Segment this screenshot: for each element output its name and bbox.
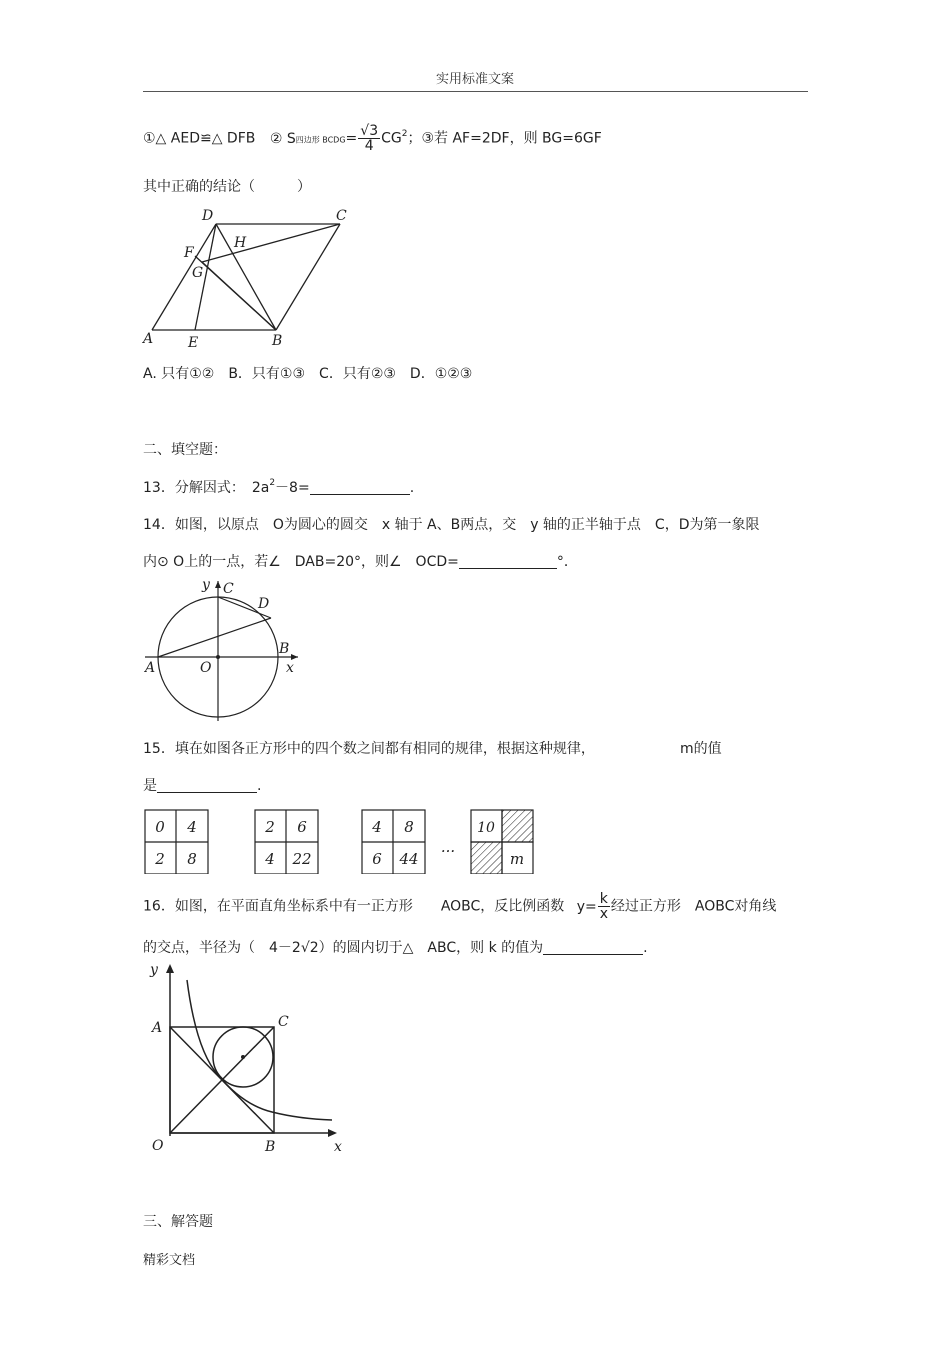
q14-label-d: D (258, 596, 270, 612)
q16-line-2 (143, 937, 648, 957)
q16-label-a: A (152, 1020, 163, 1036)
q16-figure (140, 960, 350, 1160)
q15-sq2-tl: 2 (265, 818, 275, 836)
q15-sq2-br: 22 (292, 850, 312, 868)
q16-answer-blank[interactable] (543, 940, 643, 955)
q12-conclusion-1: ①△ AED≌△ DFB (143, 130, 256, 147)
q16-line-2-post: ）的圆内切于△ ABC，则 k 的值为 (318, 940, 544, 956)
q12-label-c: C (336, 208, 347, 224)
q15-answer-blank[interactable] (157, 778, 257, 793)
q13-end: . (409, 480, 415, 496)
q15-line-2-post: . (257, 778, 262, 794)
q12-fraction-den: 4 (364, 138, 374, 154)
q16-line-2-sqrt: √2 (300, 940, 319, 956)
q16-circle-center (241, 1055, 245, 1059)
q14-line-1: 14．如图，以原点 O为圆心的圆交 x 轴于 A、B两点，交 y 轴的正半轴于点 C，D为第一象限 (143, 517, 760, 533)
q16-label-o: O (152, 1138, 164, 1154)
q15-sq3-tl: 4 (372, 818, 382, 836)
q16-line-1 (143, 892, 776, 921)
page-header: 实用标准文案 (435, 72, 514, 87)
q16-label-b: B (265, 1139, 276, 1155)
q14-label-x: x (286, 660, 294, 676)
q15-line-1: 15．填在如图各正方形中的四个数之间都有相同的规律，根据这种规律， (143, 741, 595, 757)
q15-line-2-pre: 是 (143, 778, 157, 794)
q12-conclusion-2-exp: 2 (401, 128, 408, 139)
q15-sq4-tl: 10 (477, 820, 495, 836)
q15-sq2-tr: 6 (297, 818, 307, 836)
q15-square-4-cell-bl-hatched (471, 842, 502, 874)
q13-text-post: －8= (275, 480, 310, 496)
q16-line-2-pre: 的交点，半径为（ 4－2 (143, 940, 301, 956)
q15-sq1-tr: 4 (187, 818, 197, 836)
q15-sq4-m: m (509, 850, 525, 868)
q14-origin-dot (216, 655, 220, 659)
q15-line-1-m: m的值 (680, 741, 722, 757)
q14-line-2-pre: 内⊙ O上的一点，若∠ DAB=20°，则∠ OCD= (143, 554, 459, 570)
q12-label-a: A (143, 331, 154, 347)
q16-hyperbola (187, 980, 332, 1120)
q12-label-b: B (272, 333, 283, 349)
q12-segment-gc (202, 224, 340, 262)
q15-sq3-br: 44 (399, 850, 419, 868)
q12-label-d: D (202, 208, 214, 224)
q14-label-b: B (279, 641, 290, 657)
header-rule (143, 91, 808, 92)
q16-y-arrow (166, 964, 174, 973)
q14-line-2-post: °． (556, 554, 578, 570)
q12-options: A. 只有①② B．只有①③ C．只有②③ D．①②③ (143, 366, 473, 382)
q12-label-h: H (234, 235, 247, 251)
q14-y-arrow (215, 581, 221, 588)
q15-figure (140, 806, 540, 874)
q12-label-e: E (188, 335, 199, 350)
q12-segment-fb (195, 256, 276, 330)
q14-answer-blank[interactable] (459, 554, 557, 569)
q16-label-c: C (278, 1014, 289, 1030)
q12-conclusion-2-eq: = (345, 130, 358, 147)
q15-sq3-tr: 8 (404, 818, 414, 836)
q12-fraction-num: √3 (360, 123, 379, 139)
q14-figure (140, 575, 310, 725)
section-3-title: 三、解答题 (143, 1214, 213, 1230)
q13-answer-blank[interactable] (310, 480, 410, 495)
q16-label-x: x (334, 1139, 342, 1155)
q12-label-g: G (192, 265, 204, 281)
q13-text-pre: 13．分解因式： 2a (143, 480, 270, 496)
q14-label-a: A (145, 660, 156, 676)
q16-func-y: y= (576, 898, 597, 915)
q15-sq3-bl: 6 (372, 850, 382, 868)
q16-label-y: y (150, 962, 158, 978)
q14-line-2 (143, 551, 578, 571)
q15-sq2-bl: 4 (265, 850, 275, 868)
q16-line-1-post: 经过正方形 AOBC对角线 (610, 898, 777, 915)
q12-edge-bc (276, 224, 340, 330)
q12-fraction (358, 124, 380, 153)
q14-label-y: y (202, 577, 210, 593)
q13-exp: 2 (269, 478, 276, 488)
q15-sq1-bl: 2 (155, 850, 165, 868)
q15-sq1-tl: 0 (155, 818, 165, 836)
q13 (143, 477, 414, 497)
page-footer: 精彩文档 (143, 1253, 196, 1268)
q12-edge-da (152, 224, 216, 330)
q12-prompt: 其中正确的结论（ ） (143, 179, 311, 195)
q14-label-o: O (200, 660, 212, 676)
q16-fraction-den: x (599, 906, 608, 922)
q15-sq1-br: 8 (187, 850, 197, 868)
q16-line-1-pre: 16．如图，在平面直角坐标系中有一正方形 AOBC，反比例函数 (143, 898, 565, 915)
q15-ellipsis: ··· (440, 842, 456, 860)
q16-x-arrow (328, 1129, 337, 1137)
q14-label-c: C (223, 581, 234, 597)
q15-square-4-cell-tr-hatched (502, 810, 533, 842)
q16-line-2-end: . (643, 940, 648, 956)
q12-conclusions (143, 124, 602, 153)
q12-figure (140, 205, 355, 350)
q14-segment-ad (158, 618, 271, 657)
section-2-title: 二、填空题： (143, 442, 227, 458)
q15-line-2 (143, 775, 261, 795)
q16-fraction (598, 892, 610, 921)
q12-conclusion-2-pre: ② S (269, 130, 296, 147)
q16-fraction-num: k (599, 891, 608, 907)
q12-conclusion-2-sub: 四边形 BCDG (295, 135, 346, 145)
q12-conclusion-2-post: CG (381, 130, 402, 147)
q12-conclusion-3: ；③若 AF=2DF，则 BG=6GF (407, 130, 602, 147)
q12-label-f: F (184, 245, 194, 261)
